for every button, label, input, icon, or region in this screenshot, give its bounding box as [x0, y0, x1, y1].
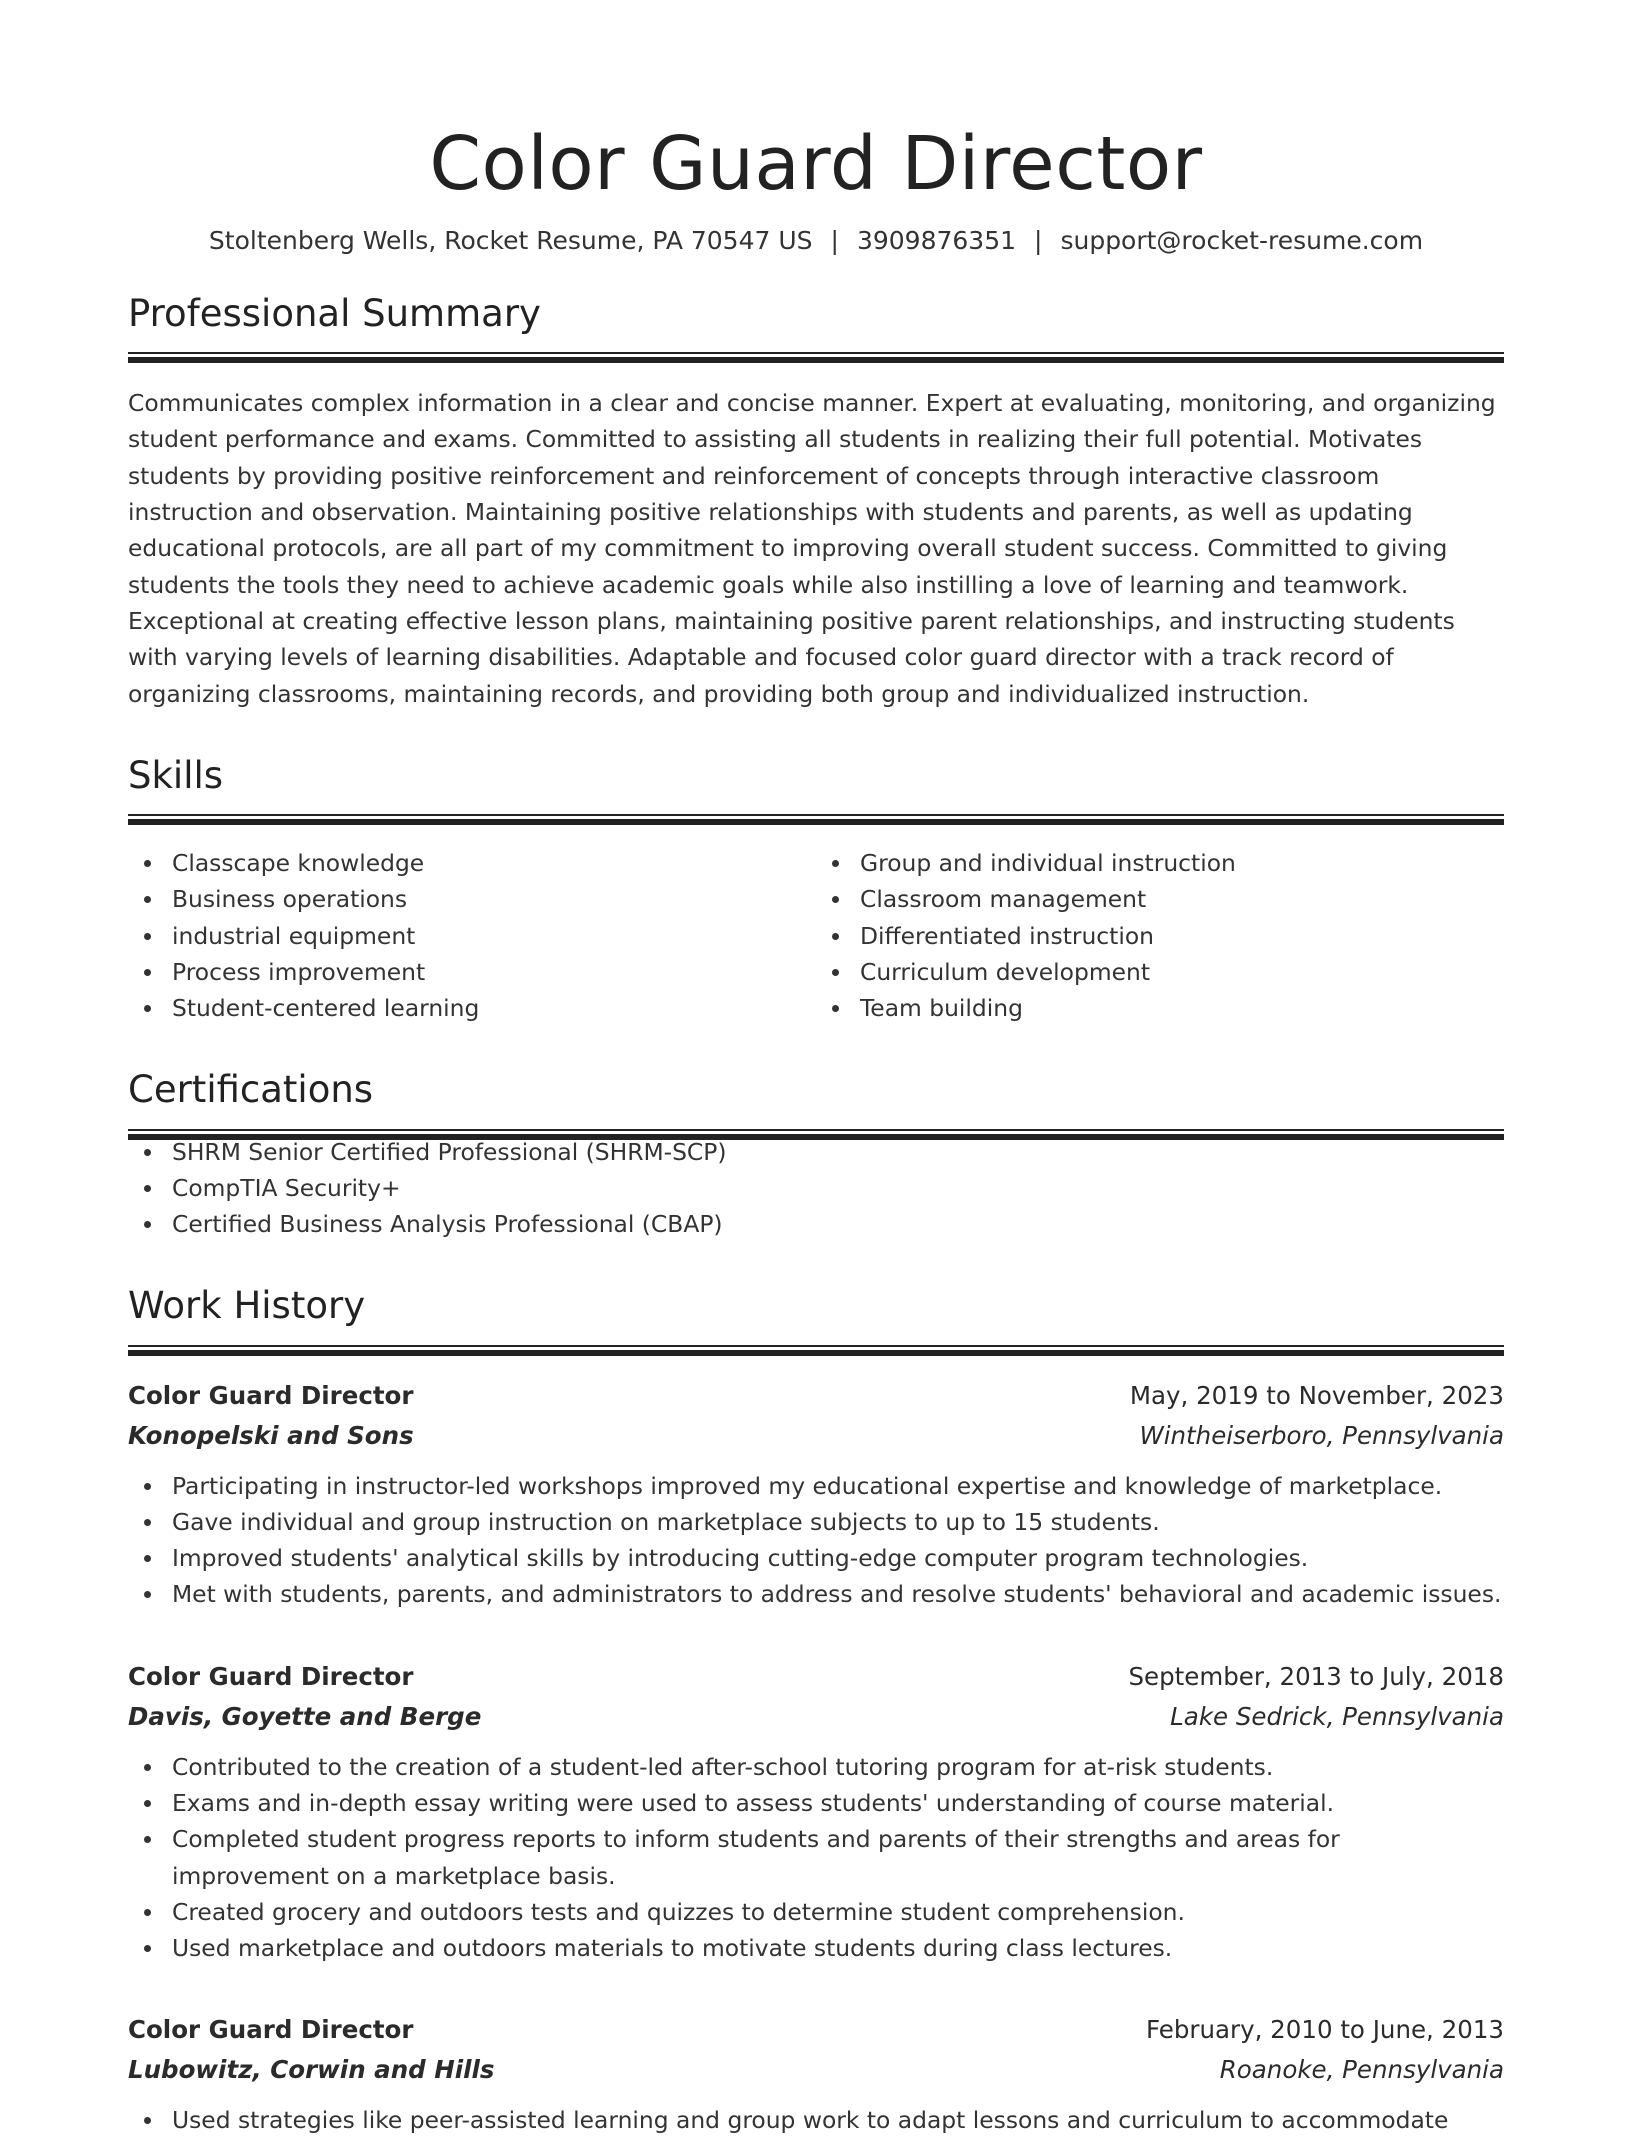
job-bullets	[128, 1468, 1504, 1613]
job-employer-row	[128, 2050, 1504, 2090]
contact-line	[128, 223, 1504, 258]
certification-item: CompTIA Security+	[128, 1170, 1504, 1206]
job-employer: Davis, Goyette and Berge	[128, 1701, 482, 1731]
job-bullet: Used strategies like peer-assisted learning and group work to adapt lessons and curriculum to accommodate	[128, 2102, 1504, 2138]
job-bullet: Contributed to the creation of a student-led after-school tutoring program for at-risk students.	[128, 1749, 1504, 1785]
job-employer: Lubowitz, Corwin and Hills	[128, 2055, 495, 2085]
job-bullet: Completed student progress reports to inform students and parents of their strengths and areas for improvement on a marketplace basis.	[128, 1821, 1504, 1894]
contact-email: support@rocket-resume.com	[1060, 226, 1424, 256]
job-bullets	[128, 1749, 1504, 1967]
job-dates: September, 2013 to July, 2018	[1128, 1661, 1504, 1691]
skills-left-list	[128, 845, 816, 1026]
job-header-row	[128, 1376, 1504, 1416]
skill-item: Student-centered learning	[128, 990, 816, 1026]
work-history-section	[128, 1282, 1504, 2138]
certifications-section	[128, 1066, 1504, 1242]
job-bullet: Met with students, parents, and administrators to address and resolve students' behavioral and academic issues.	[128, 1576, 1504, 1612]
skill-item: Group and individual instruction	[816, 845, 1504, 881]
skills-right-list	[816, 845, 1504, 1026]
job-dates: February, 2010 to June, 2013	[1146, 2015, 1504, 2045]
contact-separator: |	[1034, 226, 1043, 256]
resume-name: Color Guard Director	[429, 121, 1203, 207]
section-title-skills: Skills	[128, 753, 224, 797]
certification-item: Certified Business Analysis Professional (CBAP)	[128, 1206, 1504, 1242]
job-bullet: Exams and in-depth essay writing were used to assess students' understanding of course material.	[128, 1785, 1504, 1821]
job-bullets	[128, 2102, 1504, 2138]
skill-item: Classcape knowledge	[128, 845, 816, 881]
skill-item: Team building	[816, 990, 1504, 1026]
job-dates: May, 2019 to November, 2023	[1129, 1380, 1504, 1410]
section-title-certifications: Certifications	[128, 1068, 374, 1112]
section-title-work-history: Work History	[128, 1284, 366, 1328]
job-location: Wintheiserboro, Pennsylvania	[1139, 1420, 1504, 1450]
skills-section	[128, 752, 1504, 1027]
certifications-list	[128, 1134, 1504, 1243]
skill-item: Process improvement	[128, 954, 816, 990]
contact-separator: |	[830, 226, 839, 256]
job-location: Lake Sedrick, Pennsylvania	[1170, 1701, 1504, 1731]
skill-item: Curriculum development	[816, 954, 1504, 990]
contact-phone: 3909876351	[856, 226, 1017, 256]
skill-item: Differentiated instruction	[816, 918, 1504, 954]
skill-item: industrial equipment	[128, 918, 816, 954]
resume-page	[128, 0, 1504, 2139]
job-bullet: Used marketplace and outdoors materials to motivate students during class lectures.	[128, 1930, 1504, 1966]
job-header-row	[128, 2010, 1504, 2050]
section-divider	[128, 1345, 1504, 1350]
job-header-row	[128, 1657, 1504, 1697]
job-bullet: Participating in instructor-led workshops improved my educational expertise and knowledge of marketplace.	[128, 1468, 1504, 1504]
job-bullet: Gave individual and group instruction on marketplace subjects to up to 15 students.	[128, 1504, 1504, 1540]
job-employer-row	[128, 1697, 1504, 1737]
summary-text: Communicates complex information in a clear and concise manner. Expert at evaluating, monitoring, and organizing student performance and exams. Committed to assisting all students in realizing their full potential. Motivates students by providing positive reinforcement and reinforcement of concepts through interactive classroom instruction and observation. Maintaining positive relationships with students and parents, as well as updating educational protocols, are all part of my commitment to improving overall student success. Committed to giving students the tools they need to achieve academic goals while also instilling a love of learning and teamwork. Exceptional at creating effective lesson plans, maintaining positive parent relationships, and instructing students with varying levels of learning disabilities. Adaptable and focused color guard director with a track record of organizing classrooms, maintaining records, and providing both group and individualized instruction.	[128, 389, 1496, 708]
job-entry	[128, 1376, 1504, 1613]
contact-address: Stoltenberg Wells, Rocket Resume, PA 70547 US	[208, 226, 813, 256]
summary-section	[128, 290, 1504, 712]
job-entry	[128, 1657, 1504, 1967]
section-title-summary: Professional Summary	[128, 292, 541, 336]
job-employer-row	[128, 1416, 1504, 1456]
job-employer: Konopelski and Sons	[128, 1420, 414, 1450]
job-entry	[128, 2010, 1504, 2138]
job-title: Color Guard Director	[128, 2015, 414, 2045]
skill-item: Classroom management	[816, 881, 1504, 917]
job-bullet: Created grocery and outdoors tests and quizzes to determine student comprehension.	[128, 1894, 1504, 1930]
skill-item: Business operations	[128, 881, 816, 917]
certification-item: SHRM Senior Certified Professional (SHRM-SCP)	[128, 1134, 1504, 1170]
section-divider	[128, 814, 1504, 819]
job-bullet: Improved students' analytical skills by introducing cutting-edge computer program technologies.	[128, 1540, 1504, 1576]
job-title: Color Guard Director	[128, 1380, 414, 1410]
section-divider	[128, 352, 1504, 357]
skills-columns	[128, 845, 1504, 1026]
job-title: Color Guard Director	[128, 1661, 414, 1691]
job-location: Roanoke, Pennsylvania	[1219, 2055, 1504, 2085]
